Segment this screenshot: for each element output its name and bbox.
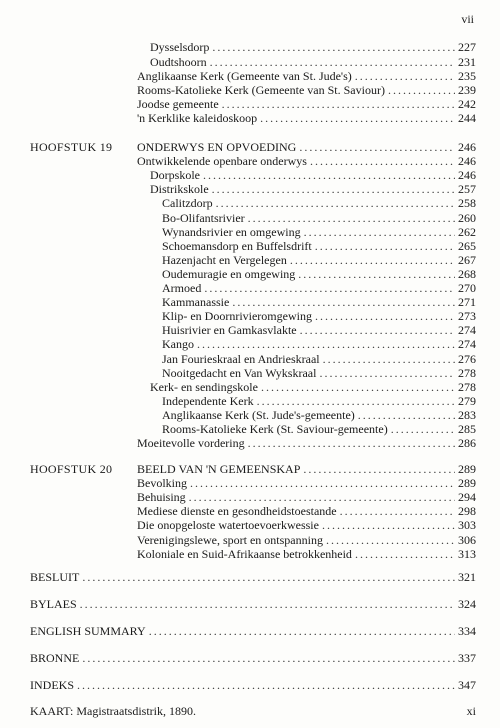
toc-entry-title: Ontwikkelende openbare onderwys [137, 154, 307, 169]
toc-entry-title: Koloniale en Suid-Afrikaanse betrokkenheid [137, 546, 352, 561]
toc-entry-page: 334 [458, 624, 476, 638]
toc-entry-title: BRONNE [30, 651, 80, 665]
toc-entry-title: Moeitevolle vordering [137, 436, 245, 451]
leader-dots [82, 651, 455, 665]
toc-entry-title: Klip- en Doornrivieromgewing [162, 309, 312, 324]
toc-entry-page: 289 [458, 476, 476, 491]
leader-dots [222, 97, 455, 111]
toc-entry-page: 265 [458, 238, 476, 253]
toc-entry-page: 285 [458, 422, 476, 436]
toc-entry [137, 476, 476, 490]
toc-entry [162, 211, 476, 225]
toc-entry-title: Anglikaanse Kerk (Gemeente van St. Jude's) [137, 69, 352, 83]
toc-entry [162, 337, 476, 351]
toc-entry-page: 286 [458, 436, 476, 451]
leader-dots [82, 570, 455, 584]
toc-entry-title: Hazenjacht en Vergelegen [162, 252, 287, 267]
toc-entry-title: Kerk- en sendingskole [150, 379, 258, 394]
toc-entry-page: 324 [458, 597, 476, 611]
leader-dots [210, 55, 455, 69]
toc-entry-title: Wynandsrivier en omgewing [162, 224, 301, 239]
toc-entry-page: 276 [458, 351, 476, 366]
toc-entry-title: INDEKS [30, 678, 74, 692]
toc-entry [162, 225, 476, 239]
toc-entry [30, 678, 476, 692]
leader-dots [299, 140, 455, 154]
toc-entry [150, 55, 476, 69]
toc-entry-title: Bo-Olifantsrivier [162, 210, 245, 225]
leader-dots [355, 547, 455, 561]
toc-entry-page: 246 [458, 154, 476, 169]
toc-entry [137, 518, 476, 532]
toc-entry-title: Kango [162, 337, 194, 352]
toc-entry-page: 257 [458, 182, 476, 197]
toc-entry [162, 408, 476, 422]
toc-entry [137, 140, 476, 154]
toc-entry-page: 260 [458, 210, 476, 225]
leader-dots [190, 476, 455, 490]
toc-entry [137, 462, 476, 476]
leader-dots [204, 281, 455, 295]
toc-entry-title: Behuising [137, 490, 186, 505]
toc-entry-title: Rooms-Katolieke Kerk (Gemeente van St. Saviour) [137, 83, 385, 97]
toc-entry-page: 283 [458, 407, 476, 422]
toc-entry [137, 436, 476, 450]
toc-entry [162, 366, 476, 380]
leader-dots [304, 225, 455, 239]
toc-entry-page: 268 [458, 266, 476, 281]
toc-entry-title: Joodse gemeente [137, 97, 219, 111]
toc-entry-page: 279 [458, 393, 476, 408]
leader-dots [260, 111, 455, 125]
toc-entry-page: 258 [458, 196, 476, 211]
toc-entry [137, 533, 476, 547]
toc-entry-title: Oudemuragie en omgewing [162, 266, 296, 281]
page-number: vii [461, 12, 474, 26]
leader-dots [257, 394, 455, 408]
toc-entry [137, 154, 476, 168]
toc-entry-title: BYLAES [30, 597, 77, 611]
leader-dots [248, 436, 455, 450]
toc-entry-page: 239 [458, 83, 476, 97]
chapter-label: HOOFSTUK 19 [30, 140, 113, 154]
toc-entry [162, 394, 476, 408]
toc-entry-title: Huisrivier en Gamkasvlakte [162, 323, 297, 338]
leader-dots [189, 490, 455, 504]
toc-entry-page: 246 [458, 168, 476, 183]
toc-entry-title: Nooitgedacht en Van Wykskraal [162, 365, 317, 380]
toc-entry-title: ENGLISH SUMMARY [30, 624, 146, 638]
toc-entry-page: 274 [458, 323, 476, 338]
toc-entry-title: Distrikskole [150, 182, 209, 197]
toc-entry [162, 422, 476, 436]
toc-entry-page: 278 [458, 379, 476, 394]
toc-entry [162, 323, 476, 337]
toc-entry [30, 597, 476, 611]
toc-entry-page: 227 [458, 40, 476, 54]
toc-entry-title: Verenigingslewe, sport en ontspanning [137, 532, 323, 547]
toc-entry [162, 253, 476, 267]
leader-dots [315, 309, 455, 323]
toc-entry-title: Die onopgeloste watertoevoerkwessie [137, 518, 319, 533]
leader-dots [388, 83, 455, 97]
toc-entry [30, 570, 476, 584]
toc-entry-page: 289 [458, 462, 476, 476]
toc-entry [162, 196, 476, 210]
toc-entry-page: 267 [458, 252, 476, 267]
toc-entry-page: 278 [458, 365, 476, 380]
toc-entry-page: 271 [458, 295, 476, 310]
toc-entry [150, 182, 476, 196]
leader-dots [358, 408, 455, 422]
toc-entry [162, 239, 476, 253]
toc-entry-page: 244 [458, 111, 476, 125]
toc-entry-page: 347 [458, 678, 476, 692]
leader-dots [77, 678, 455, 692]
toc-entry [162, 267, 476, 281]
leader-dots [290, 253, 455, 267]
toc-entry-title: Bevolking [137, 476, 187, 491]
toc-entry [162, 309, 476, 323]
toc-entry-title: Anglikaanse Kerk (St. Jude's-gemeente) [162, 407, 355, 422]
toc-entry-page: 262 [458, 224, 476, 239]
leader-dots [315, 239, 455, 253]
leader-dots [326, 533, 455, 547]
toc-entry [137, 504, 476, 518]
map-entry [30, 704, 476, 718]
map-label: KAART: Magistraatsdistrik, 1890. [30, 704, 197, 718]
toc-entry [137, 490, 476, 504]
toc-entry-title: Armoed [162, 281, 202, 295]
leader-dots [232, 295, 455, 309]
toc-entry-title: Dorpskole [150, 168, 200, 183]
toc-entry-page: 273 [458, 309, 476, 324]
leader-dots [261, 380, 455, 394]
leader-dots [355, 69, 455, 83]
toc-entry-title: BEELD VAN 'N GEMEENSKAP [137, 462, 301, 476]
toc-entry [150, 40, 476, 54]
leader-dots [322, 518, 455, 532]
toc-entry [137, 111, 476, 125]
toc-entry [162, 295, 476, 309]
toc-entry-title: Mediese dienste en gesondheidstoestande [137, 504, 337, 519]
toc-entry-page: 231 [458, 55, 476, 69]
leader-dots [203, 168, 455, 182]
toc-entry-title: 'n Kerklike kaleidoskoop [137, 111, 258, 125]
toc-entry-page: 313 [458, 546, 476, 561]
leader-dots [216, 196, 455, 210]
map-page: xi [466, 704, 476, 718]
toc-entry-page: 321 [458, 570, 476, 584]
toc-entry-page: 246 [458, 140, 476, 154]
toc-entry-title: Dysselsdorp [150, 40, 210, 54]
toc-entry-title: Oudtshoorn [150, 55, 207, 69]
toc-entry-page: 298 [458, 504, 476, 519]
leader-dots [300, 323, 455, 337]
leader-dots [303, 462, 455, 476]
toc-entry-title: Calitzdorp [162, 196, 213, 211]
toc-entry-page: 274 [458, 337, 476, 352]
toc-entry-page: 242 [458, 97, 476, 111]
toc-entry-title: Rooms-Katolieke Kerk (St. Saviour-gemeente) [162, 422, 388, 436]
toc-entry [162, 352, 476, 366]
toc-entry-page: 303 [458, 518, 476, 533]
leader-dots [212, 40, 455, 54]
leader-dots [310, 154, 455, 168]
leader-dots [323, 352, 455, 366]
toc-entry [30, 624, 476, 638]
toc-entry-title: Independente Kerk [162, 393, 254, 408]
toc-entry [137, 83, 476, 97]
toc-entry-title: Kammanassie [162, 295, 230, 310]
toc-entry-page: 306 [458, 532, 476, 547]
chapter-label: HOOFSTUK 20 [30, 462, 113, 476]
toc-entry-title: Schoemansdorp en Buffelsdrift [162, 238, 312, 253]
leader-dots [80, 597, 455, 611]
toc-entry-title: ONDERWYS EN OPVOEDING [137, 140, 297, 154]
toc-entry-page: 235 [458, 69, 476, 83]
toc-entry [137, 97, 476, 111]
toc-entry [137, 69, 476, 83]
leader-dots [298, 267, 455, 281]
toc-entry-title: Jan Fourieskraal en Andrieskraal [162, 351, 320, 366]
leader-dots [319, 366, 455, 380]
leader-dots [248, 211, 455, 225]
leader-dots [391, 422, 455, 436]
toc-entry-page: 294 [458, 490, 476, 505]
toc-entry [162, 281, 476, 295]
leader-dots [197, 337, 455, 351]
toc-entry [150, 168, 476, 182]
toc-entry [137, 547, 476, 561]
toc-entry [30, 651, 476, 665]
toc-entry [150, 380, 476, 394]
leader-dots [212, 182, 455, 196]
leader-dots [149, 624, 455, 638]
toc-entry-title: BESLUIT [30, 570, 80, 584]
leader-dots [340, 504, 455, 518]
toc-entry-page: 337 [458, 651, 476, 665]
toc-entry-page: 270 [458, 281, 476, 295]
